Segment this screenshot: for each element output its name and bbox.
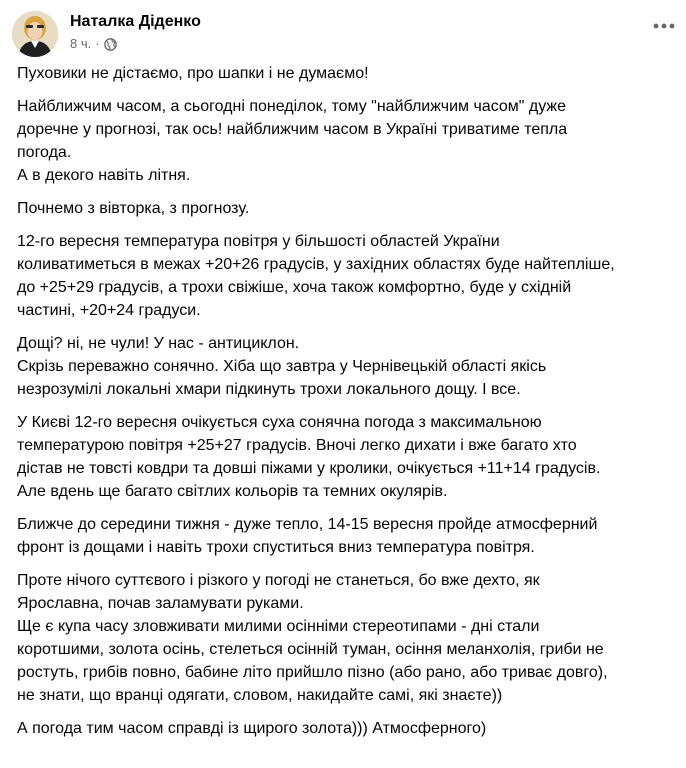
more-horizontal-icon — [653, 23, 675, 29]
post-paragraph: 12-го вересня температура повітря у більшості областей України коливатиметься в межах +20+26 градусів, у західних областях буде найтепліше, до +25+29 градусів, а трохи свіжіше, хоча також комфортно, буде у східній частині, +20+24 градуси. — [17, 233, 615, 319]
post-paragraph: Пуховики не дістаємо, про шапки і не думаємо! — [17, 65, 369, 82]
post-paragraph: А погода тим часом справді із щирого золота))) Атмосферного) — [17, 720, 487, 737]
meta-separator: · — [95, 36, 100, 51]
post-timestamp[interactable]: 8 ч. — [70, 36, 92, 51]
post-paragraph: У Києві 12-го вересня очікується суха сонячна погода з максимальною температурою повітря +25+27 градусів. Вночі легко дихати і вже багато хто дістав не товсті ковдри та довші піжами у кролики, очікується +11+14 градусів. Але вдень ще багато світлих кольорів та темних окулярів. — [17, 414, 601, 500]
avatar[interactable] — [12, 11, 58, 57]
post-text — [17, 62, 677, 750]
post-paragraph: Почнемо з вівторка, з прогнозу. — [17, 200, 250, 217]
author-block — [70, 8, 201, 52]
author-name[interactable]: Наталка Діденко — [70, 13, 201, 30]
post-paragraph: Найближчим часом, а сьогодні понеділок, тому "найближчим часом" дуже доречне у прогнозі, так ось! найближчим часом в Україні триватиме тепла погода. А в декого навіть літня. — [17, 98, 568, 184]
post-paragraph: Дощі? ні, не чули! У нас - антициклон. Скрізь переважно сонячно. Хіба що завтра у Чернівецькій області якісь незрозумілі локальні хмари підкинуть трохи локального дощу. І все. — [17, 335, 547, 398]
post-paragraph: Ближче до середини тижня - дуже тепло, 14-15 вересня пройде атмосферний фронт із дощами і навіть трохи спуститься вниз температура повітря. — [17, 516, 598, 556]
post-header — [12, 8, 674, 60]
post-meta — [70, 36, 201, 52]
post-paragraph: Проте нічого суттєвого і різкого у погоді не станеться, бо вже дехто, як Ярославна, почав заламувати руками. Ще є купа часу зловживати милими осінніми стереотипами - дні стали коротшими, золота осінь, стелеться осінній туман, осіння меланхолія, гриби не ростуть, грибів повно, бабине літо прийшло пізно (або рано, або триває довго), не знати, що вранці одягати, словом, накидайте самі, які знаєте)) — [17, 572, 608, 704]
globe-icon[interactable] — [104, 38, 117, 51]
more-options-button[interactable] — [648, 10, 680, 42]
